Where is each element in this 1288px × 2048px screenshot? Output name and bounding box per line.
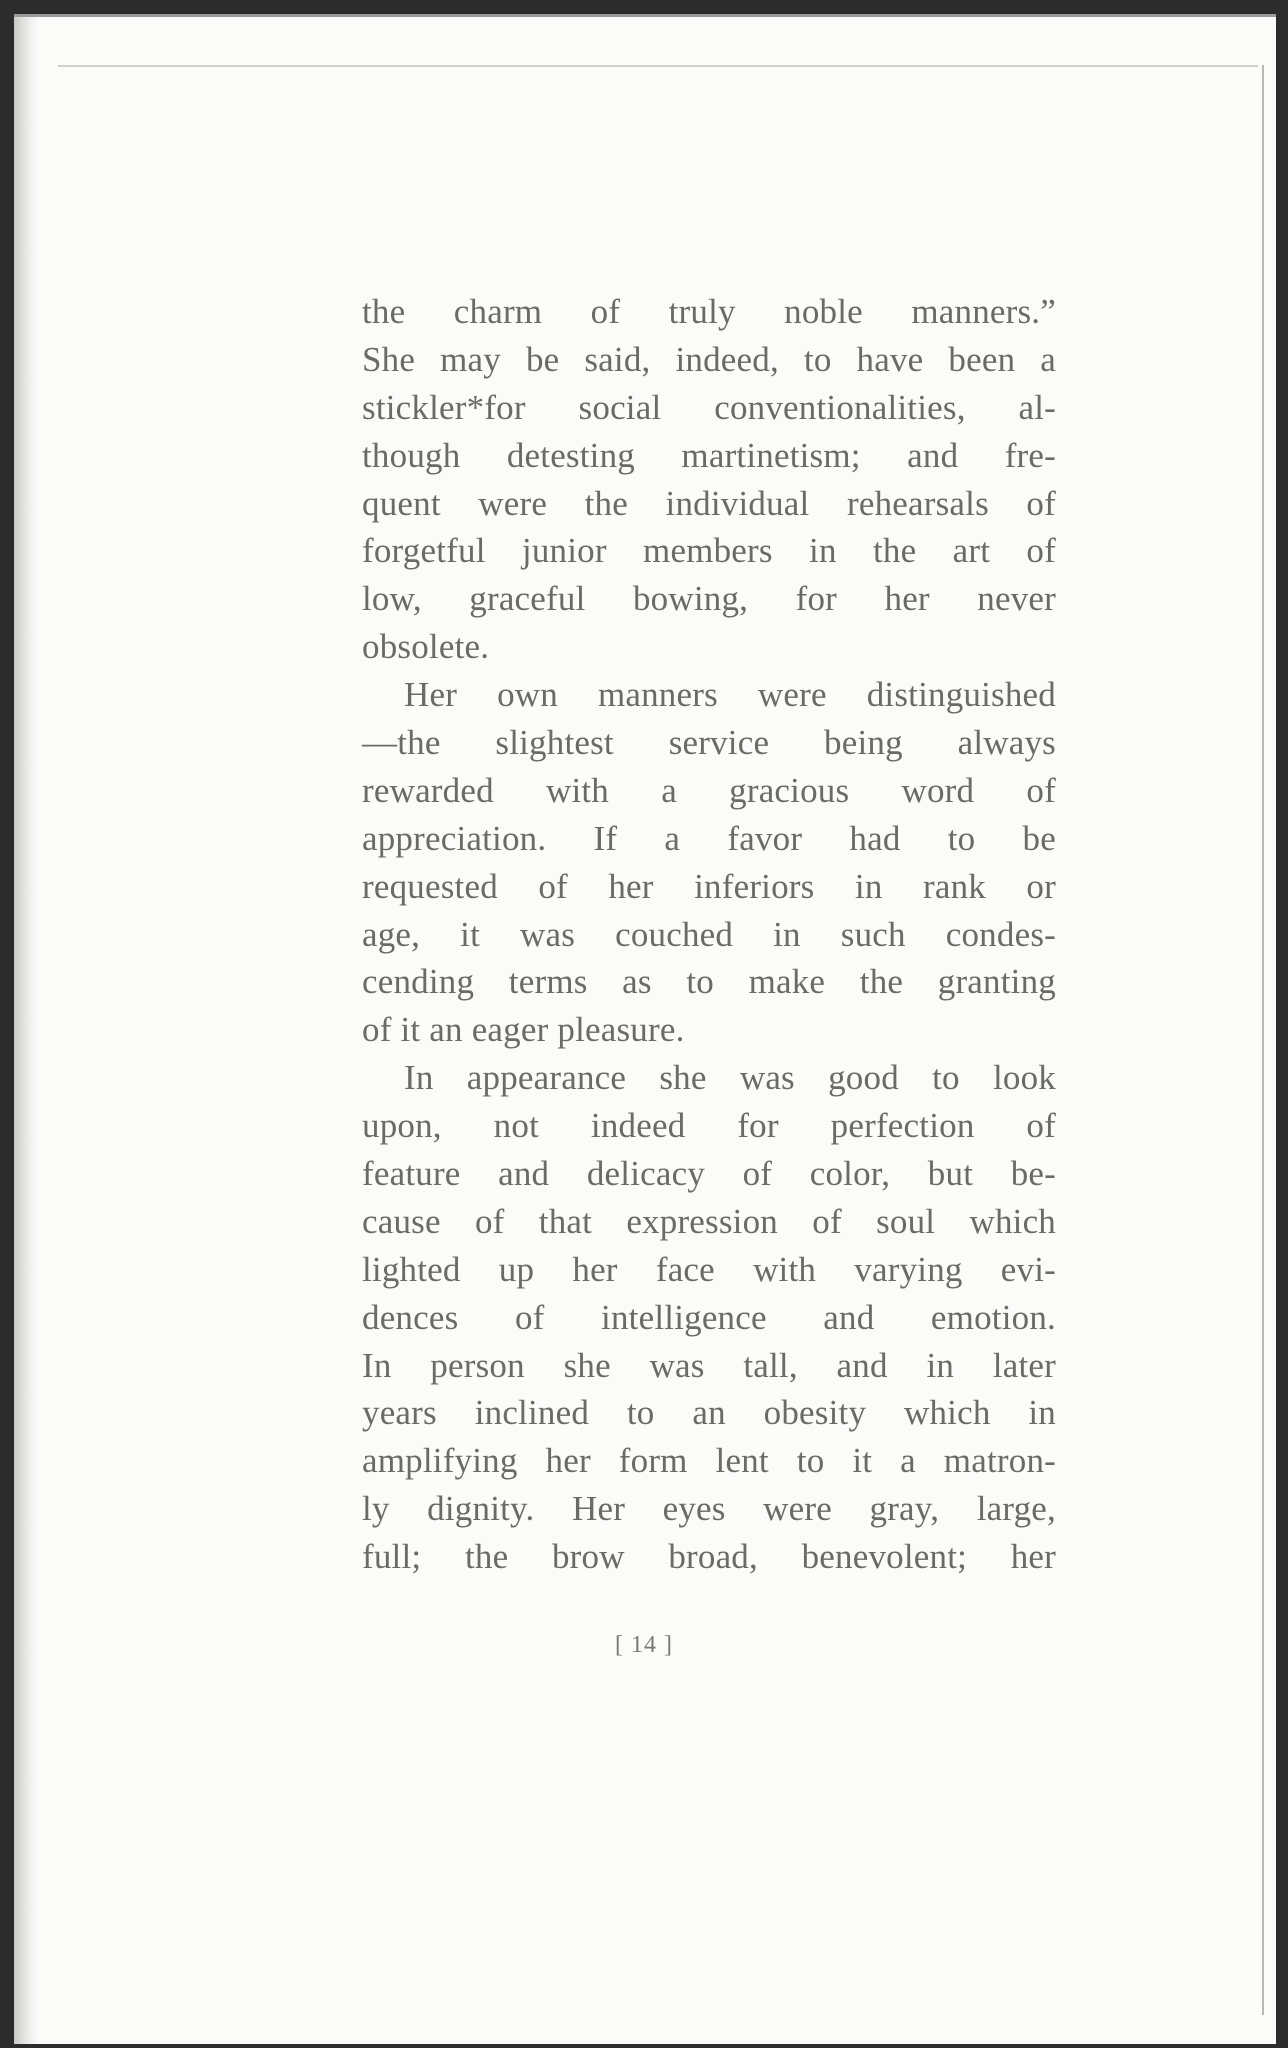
plate-line-right [1262, 65, 1264, 2015]
text-line: cending terms as to make the granting [362, 962, 1056, 1002]
text-line: In appearance she was good to look [404, 1058, 1056, 1098]
text-line: quent were the individual rehearsals of [362, 483, 1056, 523]
text-line: appreciation. If a favor had to be [362, 818, 1056, 858]
text-line: stickler*for social conventionalities, al- [362, 387, 1056, 427]
text-line: low, graceful bowing, for her never [362, 579, 1056, 619]
text-line: feature and delicacy of color, but be- [362, 1154, 1056, 1194]
text-line: requested of her inferiors in rank or [362, 866, 1056, 906]
text-line: —the slightest service being always [362, 723, 1056, 763]
text-line: upon, not indeed for perfection of [362, 1106, 1056, 1146]
text-line: cause of that expression of soul which [362, 1201, 1056, 1241]
text-line: In person she was tall, and in later [362, 1345, 1056, 1385]
text-line: She may be said, indeed, to have been a [362, 339, 1056, 379]
page-number: [ 14 ] [615, 1632, 673, 1658]
text-line: ly dignity. Her eyes were gray, large, [362, 1489, 1056, 1529]
text-line: Her own manners were distinguished [404, 675, 1056, 715]
text-line: the charm of truly noble manners.” [362, 292, 1056, 331]
text-line: lighted up her face with varying evi- [362, 1249, 1056, 1289]
text-line: age, it was couched in such condes- [362, 914, 1056, 954]
text-line: years inclined to an obesity which in [362, 1393, 1056, 1433]
text-line: amplifying her form lent to it a matron- [362, 1441, 1056, 1481]
text-line: rewarded with a gracious word of [362, 770, 1056, 810]
plate-line-top [58, 65, 1258, 67]
text-line: obsolete. [362, 627, 490, 667]
text-line: dences of intelligence and emotion. [362, 1297, 1056, 1337]
text-line: though detesting martinetism; and fre- [362, 435, 1056, 475]
body-text [362, 288, 1056, 1581]
text-line: full; the brow broad, benevolent; her [362, 1537, 1056, 1577]
text-line: forgetful junior members in the art of [362, 531, 1056, 571]
text-line: of it an eager pleasure. [362, 1010, 685, 1050]
